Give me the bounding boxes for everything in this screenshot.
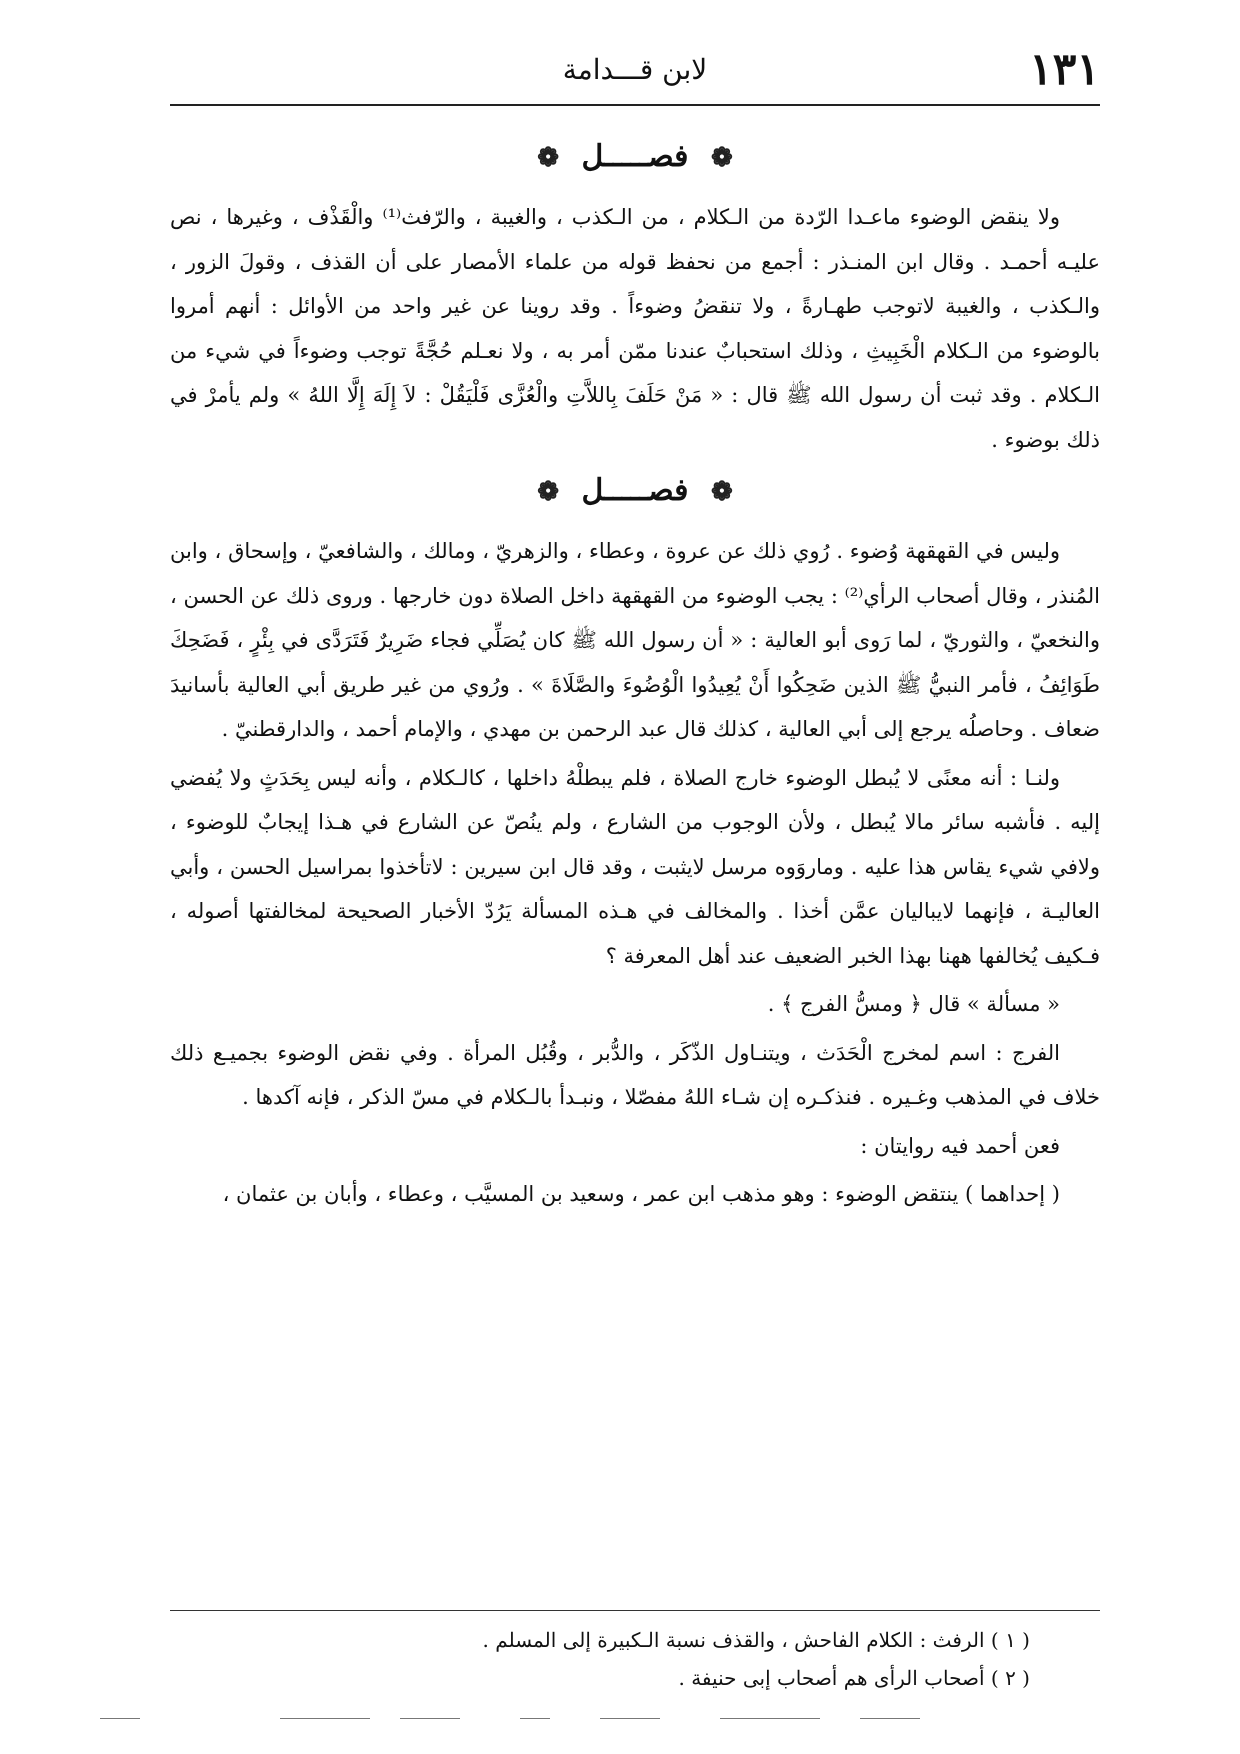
scan-mark (100, 1718, 140, 1719)
footnote: ( ٢ ) أصحاب الرأى هم أصحاب إبى حنيفة . (678, 1666, 1030, 1690)
scan-mark (520, 1718, 550, 1719)
running-title: لابن قـــدامة (562, 53, 708, 86)
footnote: ( ١ ) الرفث : الكلام الفاحش ، والقذف نسبة الـكبيرة إلى المسلم . (482, 1628, 1030, 1652)
section-1-paragraph: ولا ينقض الوضوء ماعـدا الرّدة من الـكلام ، من الـكذب ، والغيبة ، والرّفث⁽¹⁾ والْقَذْف ، وغيرها ، نص عليـه أحمـد . وقال ابن المنـذر : أجمع من نحفظ قوله من علماء الأمصار على أن القذف ، وقولَ الزور ، والـكذب ، والغيبة لاتوجب طهـارةً ، ولا تنقضُ وضوءاً . وقد روينا عن غير واحد من الأوائل : أنهم أمروا بالوضوء من الـكلام الْخَبِيثِ ، وذلك استحبابٌ عندنا ممّن أمر به ، ولا نعـلم حُجَّةً توجب وضوءاً في شيء من الـكلام . وقد ثبت أن رسول الله ﷺ قال : « مَنْ حَلَفَ بِاللاَّتِ والْعُزَّى فَلْيَقُلْ : لاَ إِلَهَ إِلَّا اللهُ » ولم يأمرْ في ذلك بوضوء . (170, 205, 1100, 452)
floral-ornament-icon: ❁ (710, 143, 733, 173)
scan-mark (400, 1718, 460, 1719)
scan-mark (720, 1718, 820, 1719)
floral-ornament-icon: ❁ (537, 143, 560, 173)
section-2-paragraph: وليس في القهقهة وُضوء . رُوي ذلك عن عروة ، وعطاء ، والزهريّ ، ومالك ، والشافعيّ ، وإسحاق ، وابن المُنذر ، وقال أصحاب الرأي⁽²⁾ : يجب الوضوء من القهقهة داخل الصلاة دون خارجها . وروى ذلك عن الحسن ، والنخعيّ ، والثوريّ ، لما رَوى أبو العالية : « أن رسول الله ﷺ كان يُصَلِّي فجاء ضَرِيرٌ فَتَرَدَّى في بِئْرٍ ، فَضَحِكَ طَوَائِفُ ، فأمر النبيُّ ﷺ الذين ضَحِكُوا أَنْ يُعِيدُوا الْوُضُوءَ والصَّلَاةَ » . ورُوي من غير طريق أبي العالية بأسانيدَ ضعاف . وحاصلُه يرجع إلى أبي العالية ، كذلك قال عبد الرحمن بن مهدي ، والإمام أحمد ، والدارقطنيّ . (170, 539, 1100, 741)
section-2-paragraph: فعن أحمد فيه روايتان : (860, 1133, 1060, 1158)
scan-mark (600, 1718, 660, 1719)
section-heading-2 (170, 468, 1100, 515)
scan-edge-marks (100, 1710, 1140, 1730)
section-2-paragraph: ( إحداهما ) ينتقض الوضوء : وهو مذهب ابن عمر ، وسعيد بن المسيَّب ، وعطاء ، وأبان بن عثمان ، (222, 1182, 1060, 1206)
section-2-paragraph: الفرج : اسم لمخرج الْحَدَث ، ويتنـاول الذّكَر ، والدُّبر ، وقُبُل المرأة . وفي نقض الوضوء بجميـع ذلك خلاف في المذهب وغـيره . فنذكـره إن شـاء اللهُ مفصّلا ، ونبـدأ بالـكلام في مسّ الذكر ، فإنه آكدها . (170, 1040, 1100, 1109)
floral-ornament-icon: ❁ (537, 477, 560, 507)
page-header (170, 40, 1100, 100)
section-heading-1 (170, 134, 1100, 181)
scan-mark (860, 1718, 920, 1719)
floral-ornament-icon: ❁ (710, 477, 733, 507)
section-heading-1-text: فصـــــل (581, 139, 689, 174)
header-rule (170, 104, 1100, 106)
masala-heading: « مسألة » قال ﴿ ومسُّ الفرج ﴾ . (767, 992, 1060, 1016)
page-body (170, 128, 1100, 1221)
section-2-paragraph: ولنـا : أنه معنًى لا يُبطل الوضوء خارج الصلاة ، فلم يبطلْهُ داخلها ، كالـكلام ، وأنه ليس بِحَدَثٍ ولا يُفضي إليه . فأشبه سائر مالا يُبطل ، ولأن الوجوب من الشارع ، ولم ينُصّ عن الشارع في هـذا إيجابٌ للوضوء ، ولافي شيء يقاس هذا عليه . وماروَوه مرسل لايثبت ، وقد قال ابن سيرين : لاتأخذوا بمراسيل الحسن ، وأبي العاليـة ، فإنهما لايباليان عمَّن أخذا . والمخالف في هـذه المسألة يَرُدّ الأخبار الصحيحة لمخالفتها أصوله ، فـكيف يُخالفها ههنا بهذا الخبر الضعيف عند أهل المعرفة ؟ (170, 765, 1100, 968)
scan-mark (280, 1718, 370, 1719)
footnotes (170, 1610, 1100, 1697)
page-number: ١٣١ (1029, 44, 1100, 95)
section-heading-2-text: فصـــــل (581, 473, 689, 508)
